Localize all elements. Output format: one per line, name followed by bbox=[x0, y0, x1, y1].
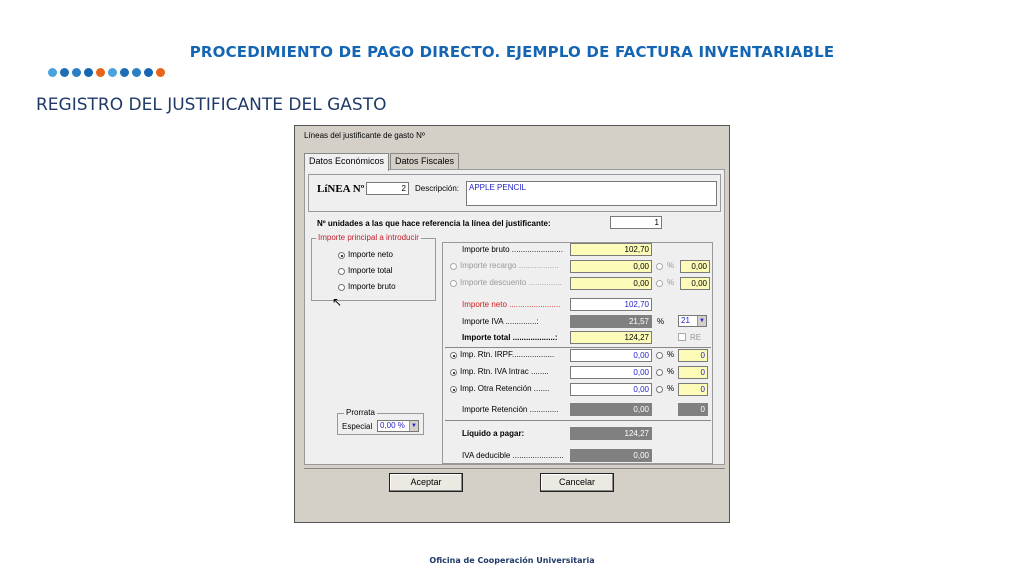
field-descuento-pct[interactable]: 0,00 bbox=[680, 277, 710, 290]
decorative-dot bbox=[84, 68, 93, 77]
label-importe-neto: Importe neto ....................... bbox=[462, 300, 561, 309]
prorrata-title: Prorrata bbox=[346, 408, 375, 417]
radio-importe-bruto[interactable] bbox=[338, 284, 345, 291]
descripcion-label: Descripción: bbox=[415, 184, 460, 193]
iva-pct-select[interactable] bbox=[678, 315, 707, 327]
field-rtn-irpf[interactable]: 0,00 bbox=[570, 349, 652, 362]
field-importe-retencion: 0,00 bbox=[570, 403, 652, 416]
footer-text: Oficina de Cooperación Universitaria bbox=[429, 556, 595, 565]
field-rtn-iva-intrac[interactable]: 0,00 bbox=[570, 366, 652, 379]
descripcion-field[interactable]: APPLE PENCIL bbox=[466, 181, 717, 206]
decorative-dot bbox=[72, 68, 81, 77]
decorative-dot bbox=[156, 68, 165, 77]
irpf-pct-symbol: % bbox=[667, 350, 675, 359]
radio-irpf-pct[interactable] bbox=[656, 352, 663, 359]
field-iva-deducible: 0,00 bbox=[570, 449, 652, 462]
prorrata-select[interactable] bbox=[377, 420, 419, 432]
radio-otra-pct[interactable] bbox=[656, 386, 663, 393]
chevron-down-icon: ▼ bbox=[409, 421, 418, 431]
decorative-dot bbox=[60, 68, 69, 77]
field-importe-recargo[interactable]: 0,00 bbox=[570, 260, 652, 273]
prorrata-select-value: 0,00 % bbox=[380, 421, 405, 430]
divider bbox=[304, 468, 725, 469]
checkbox-re[interactable] bbox=[678, 333, 686, 341]
radio-rtn-irpf[interactable] bbox=[450, 352, 457, 359]
label-rtn-iva-intrac: Imp. Rtn. IVA Intrac ........ bbox=[460, 367, 549, 376]
divider bbox=[445, 347, 711, 348]
unidades-field[interactable]: 1 bbox=[610, 216, 662, 229]
descuento-pct-symbol: % bbox=[667, 278, 675, 287]
label-otra-retencion: Imp. Otra Retención ....... bbox=[460, 384, 550, 393]
linea-number-field[interactable]: 2 bbox=[366, 182, 409, 195]
tab-datos-economicos[interactable]: Datos Económicos bbox=[304, 153, 389, 171]
slide-subtitle: REGISTRO DEL JUSTIFICANTE DEL GASTO bbox=[36, 95, 387, 115]
radio-label-importe-total: Importe total bbox=[348, 266, 393, 275]
field-recargo-pct[interactable]: 0,00 bbox=[680, 260, 710, 273]
label-importe-recargo: Importe recargo .................. bbox=[460, 261, 559, 270]
slide-title: PROCEDIMIENTO DE PAGO DIRECTO. EJEMPLO DE FACTURA INVENTARIABLE bbox=[189, 43, 835, 61]
radio-importe-total[interactable] bbox=[338, 268, 345, 275]
field-importe-neto[interactable]: 102,70 bbox=[570, 298, 652, 311]
unidades-label: Nº unidades a las que hace referencia la línea del justificante: bbox=[317, 219, 551, 228]
label-importe-total: Importe total ...................: bbox=[462, 333, 558, 342]
radio-importe-descuento[interactable] bbox=[450, 280, 457, 287]
label-importe-descuento: Importe descuento ............... bbox=[460, 278, 562, 287]
field-otra-retencion[interactable]: 0,00 bbox=[570, 383, 652, 396]
decorative-dot bbox=[48, 68, 57, 77]
radio-otra-retencion[interactable] bbox=[450, 386, 457, 393]
label-importe-retencion: Importe Retención ............. bbox=[462, 405, 559, 414]
linea-label: LíNEA Nº bbox=[317, 183, 365, 195]
radio-label-importe-bruto: Importe bruto bbox=[348, 282, 396, 291]
decorative-dot bbox=[96, 68, 105, 77]
label-iva-deducible: IVA deducible ....................... bbox=[462, 451, 564, 460]
radio-rtn-iva-intrac[interactable] bbox=[450, 369, 457, 376]
decorative-dot bbox=[120, 68, 129, 77]
field-liquido-pagar: 124,27 bbox=[570, 427, 652, 440]
accept-button[interactable]: Aceptar bbox=[389, 473, 463, 492]
field-importe-bruto[interactable]: 102,70 bbox=[570, 243, 652, 256]
field-retencion-extra: 0 bbox=[678, 403, 708, 416]
iva-pct-select-value: 21 bbox=[681, 316, 690, 325]
prorrata-label: Especial bbox=[342, 422, 373, 431]
label-liquido-pagar: Líquido a pagar: bbox=[462, 429, 525, 438]
field-importe-total[interactable]: 124,27 bbox=[570, 331, 652, 344]
field-importe-descuento[interactable]: 0,00 bbox=[570, 277, 652, 290]
divider bbox=[445, 420, 711, 421]
decorative-dot bbox=[132, 68, 141, 77]
field-otra-pct[interactable]: 0 bbox=[678, 383, 708, 396]
field-iva-intrac-pct[interactable]: 0 bbox=[678, 366, 708, 379]
importe-principal-title: Importe principal a introducir bbox=[318, 233, 419, 242]
field-irpf-pct[interactable]: 0 bbox=[678, 349, 708, 362]
label-rtn-irpf: Imp. Rtn. IRPF................... bbox=[460, 350, 555, 359]
otra-pct-symbol: % bbox=[667, 384, 675, 393]
recargo-pct-symbol: % bbox=[667, 261, 675, 270]
decorative-dot bbox=[144, 68, 153, 77]
tab-panel bbox=[304, 169, 725, 465]
decorative-dot bbox=[108, 68, 117, 77]
radio-importe-neto[interactable] bbox=[338, 252, 345, 259]
label-importe-iva: Importe IVA ..............: bbox=[462, 317, 539, 326]
tab-datos-fiscales[interactable]: Datos Fiscales bbox=[390, 153, 459, 169]
radio-label-importe-neto: Importe neto bbox=[348, 250, 393, 259]
label-importe-bruto: Importe bruto ....................... bbox=[462, 245, 563, 254]
chevron-down-icon: ▼ bbox=[697, 316, 706, 326]
radio-importe-recargo[interactable] bbox=[450, 263, 457, 270]
cancel-button[interactable]: Cancelar bbox=[540, 473, 614, 492]
invoice-line-window bbox=[294, 125, 730, 523]
field-importe-iva: 21,57 bbox=[570, 315, 652, 328]
iva-pct-symbol: % bbox=[657, 317, 665, 326]
radio-recargo-pct[interactable] bbox=[656, 263, 663, 270]
mouse-cursor-icon: ↖ bbox=[332, 295, 343, 309]
iva-intrac-pct-symbol: % bbox=[667, 367, 675, 376]
radio-iva-intrac-pct[interactable] bbox=[656, 369, 663, 376]
label-re: RE bbox=[690, 333, 702, 342]
radio-descuento-pct[interactable] bbox=[656, 280, 663, 287]
window-title: Líneas del justificante de gasto Nº bbox=[304, 131, 425, 140]
